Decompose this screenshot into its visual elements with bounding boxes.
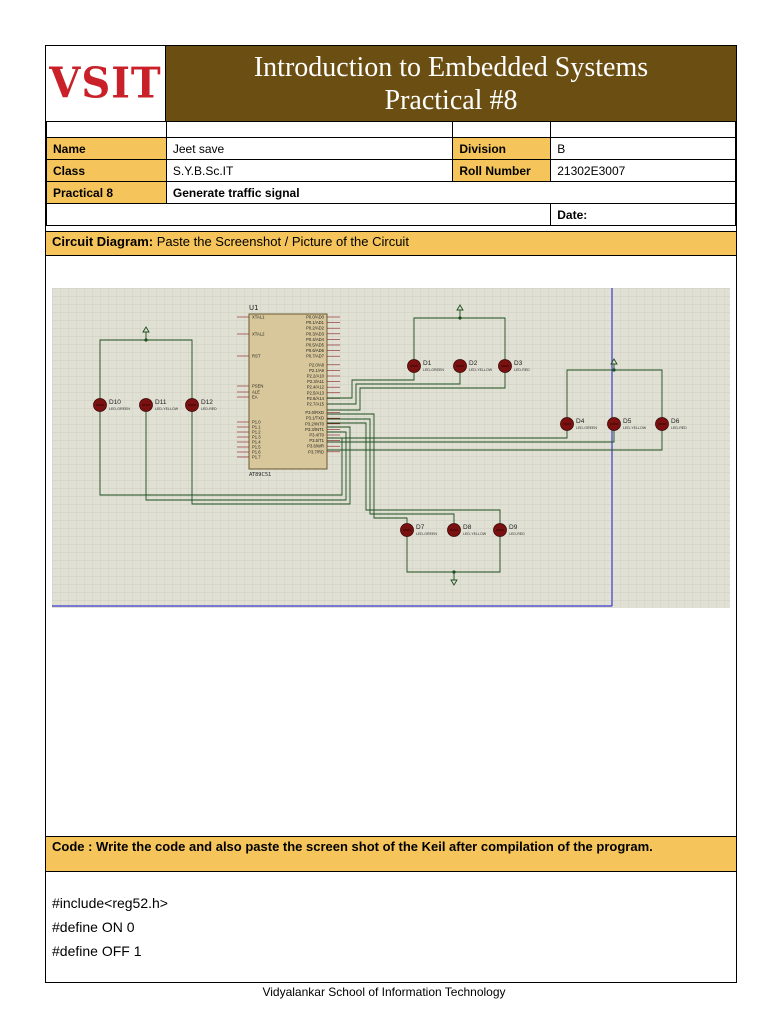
empty-cell [47, 204, 551, 226]
name-value: Jeet save [166, 138, 452, 160]
chip-pin-label: P3.5/T1 [309, 438, 324, 444]
led-type: LED-YELLOW [623, 426, 647, 430]
document-title [166, 46, 736, 121]
led-d12 [186, 399, 218, 412]
circuit-diagram-heading [46, 231, 736, 256]
circuit-diagram [52, 288, 730, 608]
chip-pin-label: P0.7/AD7 [306, 353, 324, 359]
led-label: D5 [623, 418, 632, 425]
empty-cell [551, 122, 736, 138]
chip-pin-label: P2.6/A14 [306, 395, 324, 401]
led-label: D12 [201, 399, 213, 406]
chip-pin-label: P1.7 [252, 454, 261, 460]
led-label: D3 [514, 360, 523, 367]
led-type: LED-YELLOW [469, 368, 493, 372]
name-label: Name [47, 138, 167, 160]
led-label: D4 [576, 418, 585, 425]
chip-pin-label: XTAL1 [252, 314, 265, 320]
code-line: #include<reg52.h> [52, 895, 168, 911]
led-label: D1 [423, 360, 432, 367]
chip-pin-label: P3.0/RXD [305, 410, 324, 416]
chip-pin-label: P2.0/A8 [309, 362, 324, 368]
led-label: D9 [509, 524, 518, 531]
title-line-2: Practical #8 [384, 85, 518, 116]
circuit-svg [52, 288, 730, 608]
chip-pin-label: P0.2/AD2 [306, 325, 324, 331]
led-label: D8 [463, 524, 472, 531]
led-label: D10 [109, 399, 121, 406]
chip-pin-label: P2.4/A12 [306, 384, 324, 390]
chip-pin-label: ALE [252, 389, 260, 395]
chip-pin-label: EA [252, 394, 258, 400]
practical-title: Generate traffic signal [166, 182, 735, 204]
class-label: Class [47, 160, 167, 182]
header [46, 46, 736, 121]
chip-pin-label: P2.1/A9 [309, 367, 324, 373]
chip-pin-label: P0.4/AD4 [306, 336, 324, 342]
code-heading-text: Code : Write the code and also paste the screen shot of the Keil after compilation of the program. [52, 839, 653, 854]
chip-pin-label: P2.3/A11 [307, 379, 324, 385]
chip-pin-label: P0.6/AD6 [306, 348, 324, 354]
date-label: Date: [551, 204, 736, 226]
chip-name: U1 [249, 304, 259, 312]
led-type: LED-YELLOW [155, 407, 179, 411]
chip-pin-label: P2.5/A13 [306, 390, 324, 396]
class-value: S.Y.B.Sc.IT [166, 160, 452, 182]
led-type: LED-GREEN [416, 532, 437, 536]
division-label: Division [453, 138, 551, 160]
chip-part: AT89C51 [249, 472, 272, 478]
code-line: #define ON 0 [52, 919, 135, 935]
chip-pin-label: P3.7/RD [308, 449, 324, 455]
chip-pin-label: P2.7/A15 [306, 401, 324, 407]
footer: Vidyalankar School of Information Technology [262, 985, 506, 999]
vsit-logo: VSIT [49, 58, 162, 109]
chip-pin-label: P0.3/AD3 [306, 331, 324, 337]
chip-pin-label: P2.2/A10 [306, 373, 324, 379]
chip-pin-label: P0.5/AD5 [306, 342, 324, 348]
empty-cell [166, 122, 452, 138]
chip-pin-label: P3.4/T0 [309, 432, 324, 438]
chip-pin-label: RST [252, 353, 261, 359]
chip-pin-label: P1.4 [252, 439, 261, 445]
code-line: #define OFF 1 [52, 943, 142, 959]
chip-pin-label: P1.6 [252, 449, 261, 455]
chip-pin-label: XTAL2 [252, 331, 265, 337]
led-type: LED-GREEN [423, 368, 444, 372]
chip-pin-label: P3.6/WR [307, 443, 324, 449]
chip-pin-label: P3.3/INT1 [305, 426, 324, 432]
chip-pin-label: P3.2/INT0 [305, 421, 324, 427]
led-label: D11 [155, 399, 167, 406]
led-label: D7 [416, 524, 425, 531]
circuit-heading-text: Paste the Screenshot / Picture of the Circuit [153, 234, 409, 249]
led-type: LED-RED [509, 532, 525, 536]
empty-cell [47, 122, 167, 138]
roll-number-value: 21302E3007 [551, 160, 736, 182]
division-value: B [551, 138, 736, 160]
chip-pin-label: P1.3 [252, 434, 261, 440]
microcontroller-chip [237, 304, 340, 478]
led-type: LED-GREEN [576, 426, 597, 430]
chip-pin-label: P1.2 [252, 429, 261, 435]
chip-pin-label: P1.0 [252, 419, 261, 425]
chip-pin-label: P0.1/AD1 [306, 320, 324, 326]
led-type: LED-RED [514, 368, 530, 372]
led-type: LED-YELLOW [463, 532, 487, 536]
roll-number-label: Roll Number [453, 160, 551, 182]
led-label: D2 [469, 360, 478, 367]
led-type: LED-RED [671, 426, 687, 430]
chip-pin-label: P1.1 [252, 424, 261, 430]
circuit-heading-bold: Circuit Diagram: [52, 234, 154, 249]
practical-sheet [45, 45, 737, 983]
student-info-table [46, 121, 736, 226]
chip-pin-label: P1.5 [252, 444, 261, 450]
led-type: LED-RED [201, 407, 217, 411]
code-heading [46, 836, 736, 872]
led-type: LED-GREEN [109, 407, 130, 411]
logo-cell [46, 46, 166, 121]
code-block [52, 891, 168, 963]
chip-pin-label: P3.1/TXD [305, 415, 324, 421]
led-label: D6 [671, 418, 680, 425]
empty-cell [453, 122, 551, 138]
chip-pin-label: PSEN [252, 383, 264, 389]
title-line-1: Introduction to Embedded Systems [253, 52, 649, 83]
chip-pin-label: P0.0/AD0 [306, 314, 324, 320]
practical-label: Practical 8 [47, 182, 167, 204]
